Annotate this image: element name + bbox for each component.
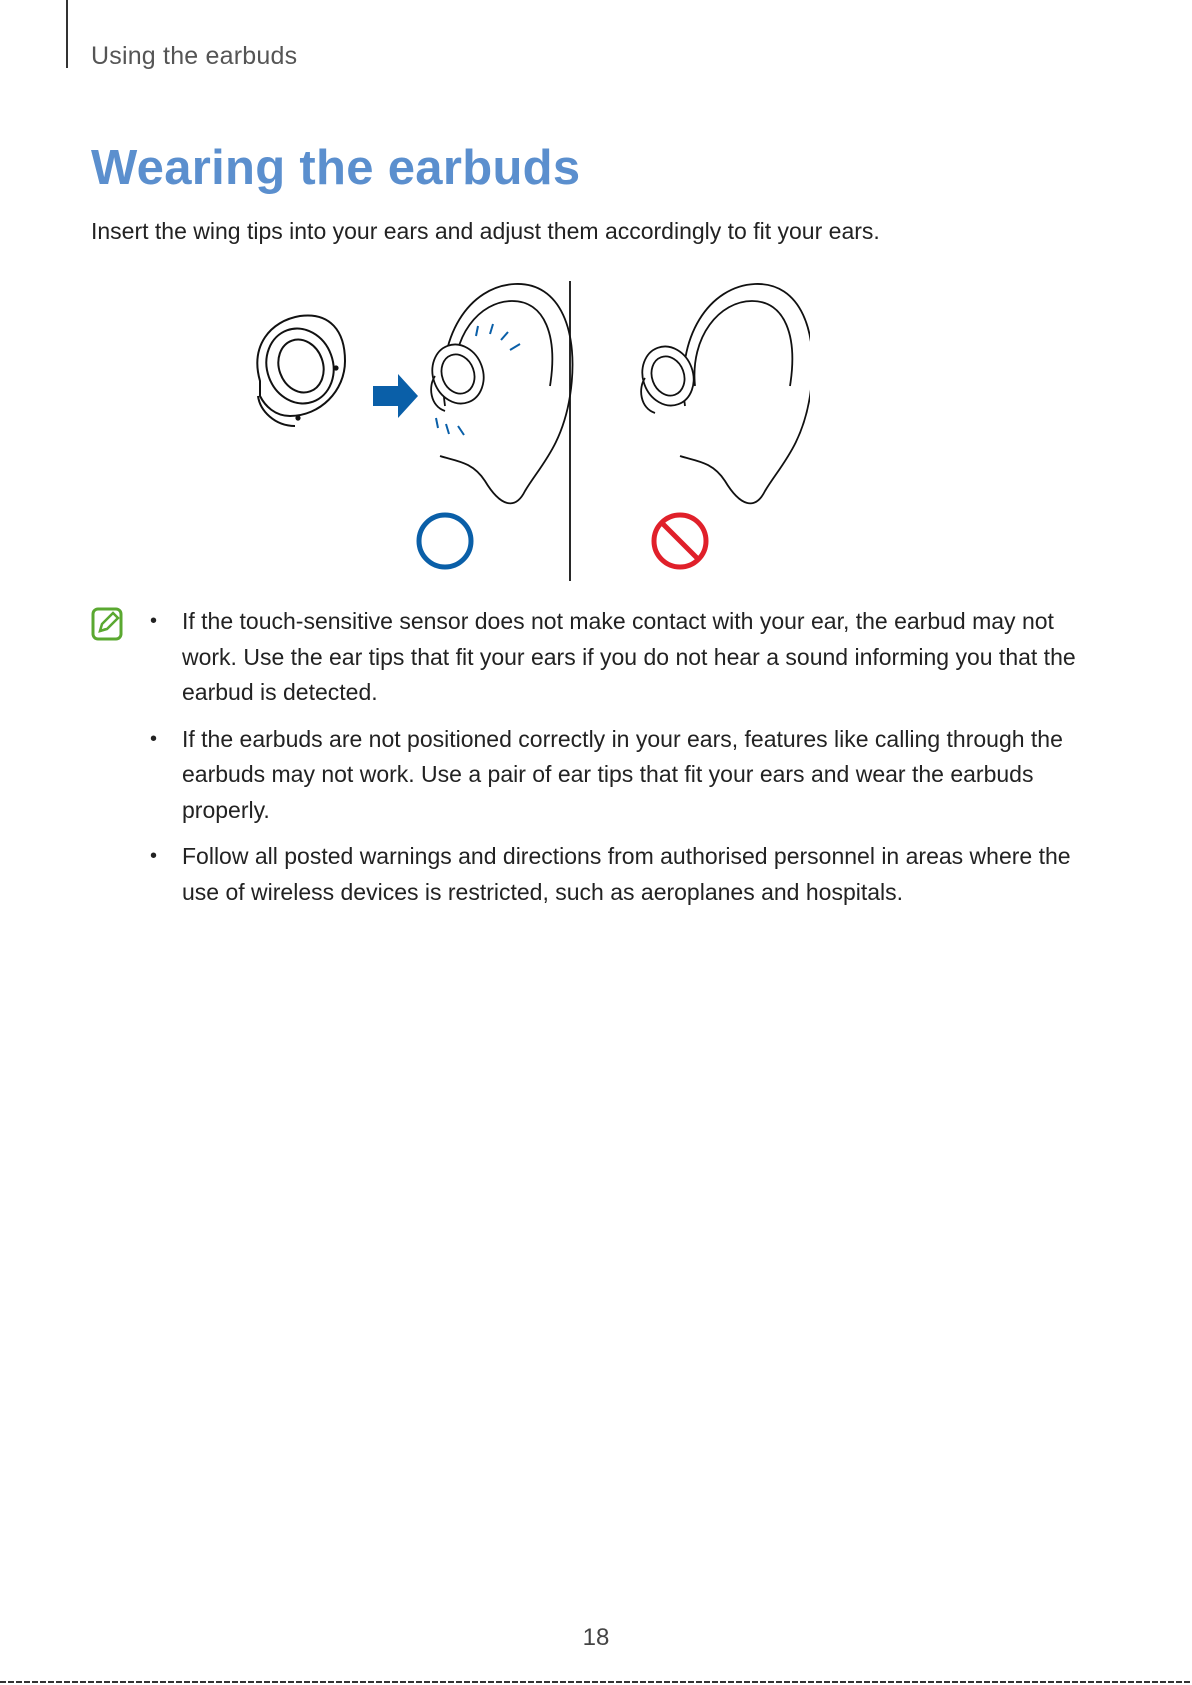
earbud-wearing-illustration: [240, 276, 810, 586]
ear-incorrect: [634, 284, 810, 503]
note-pencil-icon: [91, 605, 125, 643]
notes-list: [150, 604, 1110, 921]
bullet: •: [150, 845, 158, 867]
page-number: 18: [582, 1624, 610, 1651]
note-text: If the earbuds are not positioned correctly in your ears, features like calling through the earbuds may not work. Use a pair of ear tips that fit your ears and wear the earbuds properly.: [182, 725, 1063, 823]
list-item: [150, 839, 1110, 910]
intro-text: Insert the wing tips into your ears and adjust them accordingly to fit your ears.: [91, 218, 880, 244]
right-arrow-icon: [373, 374, 418, 418]
note-text: If the touch-sensitive sensor does not make contact with your ear, the earbud may not work. Use the ear tips that fit your ears if you do not hear a sound informing you that the earbud is detected.: [182, 608, 1076, 705]
chapter-label: Using the earbuds: [91, 42, 298, 70]
ear-correct: [424, 284, 572, 503]
list-item: [150, 722, 1110, 829]
bullet: •: [150, 610, 158, 632]
earbud-image: [256, 315, 345, 426]
list-item: [150, 604, 1110, 711]
footer-rule: [0, 1681, 1192, 1683]
page-title: Wearing the earbuds: [91, 141, 581, 195]
correct-circle-icon: [419, 515, 471, 567]
chapter-rule: [66, 0, 68, 68]
prohibited-icon: [654, 515, 706, 567]
bullet: •: [150, 727, 158, 750]
note-text: Follow all posted warnings and directions from authorised personnel in areas where the use of wireless devices is restricted, such as aeroplanes and hospitals.: [182, 843, 1071, 905]
